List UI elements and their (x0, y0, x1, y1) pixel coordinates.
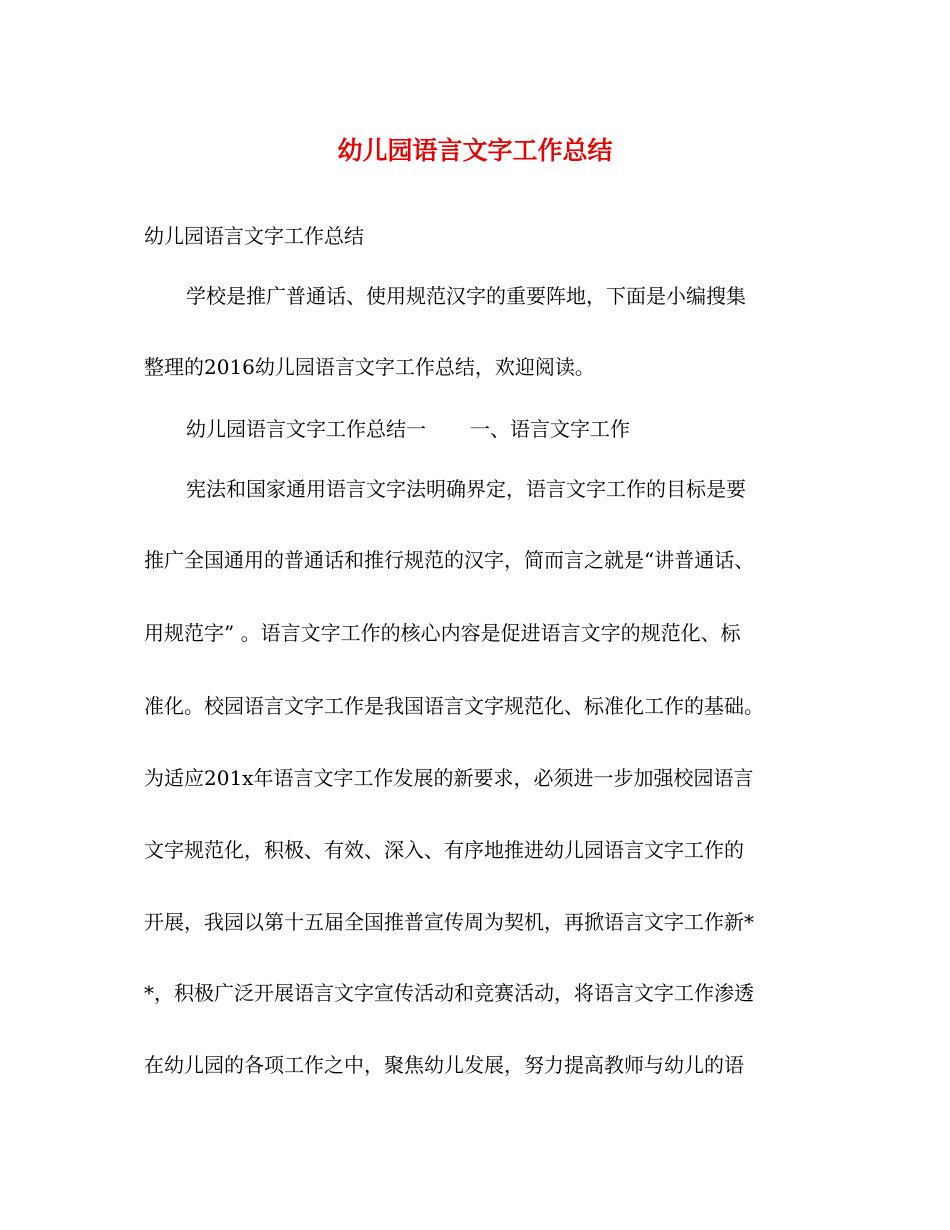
intro-line-2: 整理的2016幼儿园语言文字工作总结，欢迎阅读。 (144, 355, 595, 379)
body-line-4: 准化。校园语言文字工作是我国语言文字规范化、标准化工作的基础。 (144, 694, 764, 718)
body-line-1: 宪法和国家通用语言文字法明确界定，语言文字工作的目标是要 (186, 477, 746, 501)
body-line-9: 在幼儿园的各项工作之中，聚焦幼儿发展，努力提高教师与幼儿的语 (144, 1053, 744, 1077)
section-heading (186, 415, 630, 443)
document-title: 幼儿园语言文字工作总结 (337, 136, 613, 165)
section-heading-subtitle: 一、语言文字工作 (470, 417, 630, 441)
body-line-7: 开展，我园以第十五届全国推普宣传周为契机，再掀语言文字工作新* (144, 910, 754, 934)
body-line-8: *，积极广泛开展语言文字宣传活动和竞赛活动，将语言文字工作渗透 (144, 981, 754, 1005)
section-heading-title: 幼儿园语言文字工作总结一 (186, 417, 426, 441)
body-line-3: 用规范字” 。语言文字工作的核心内容是促进语言文字的规范化、标 (144, 621, 741, 645)
intro-line-1: 学校是推广普通话、使用规范汉字的重要阵地，下面是小编搜集 (186, 284, 746, 308)
body-line-2: 推广全国通用的普通话和推行规范的汉字，简而言之就是“讲普通话、 (144, 548, 755, 572)
body-line-5: 为适应201x年语言文字工作发展的新要求，必须进一步加强校园语言 (144, 766, 754, 790)
document-subtitle: 幼儿园语言文字工作总结 (144, 224, 364, 248)
body-line-6: 文字规范化，积极、有效、深入、有序地推进幼儿园语言文字工作的 (144, 838, 744, 862)
